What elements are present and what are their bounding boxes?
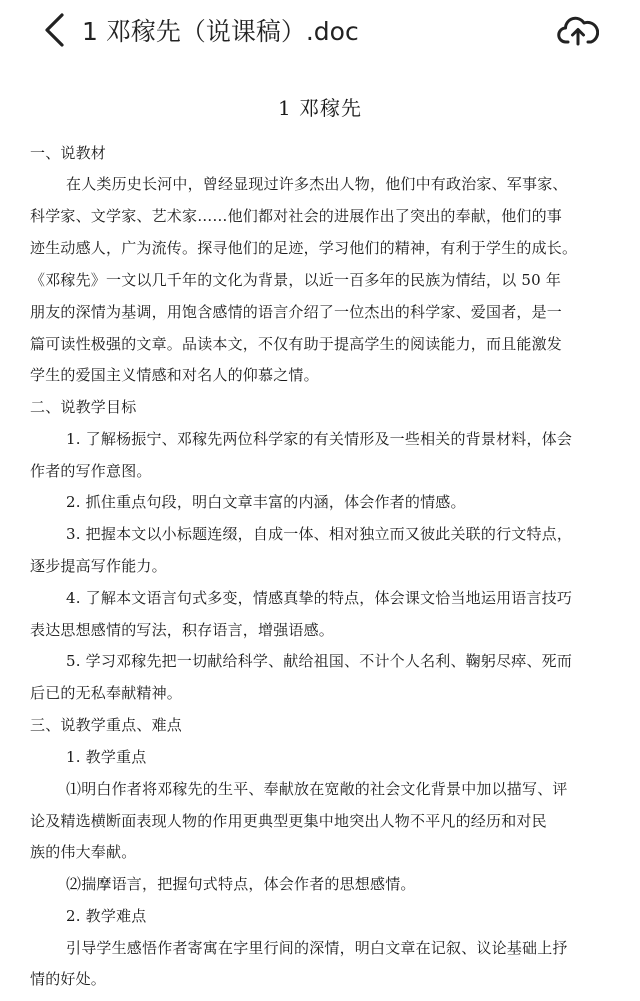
- paragraph-line: 情的好处。: [30, 970, 107, 988]
- list-item-line: 论及精选横断面表现人物的作用更典型更集中地突出人物不平凡的经历和对民: [30, 812, 547, 830]
- paragraph-line: 迹生动感人，广为流传。探寻他们的足迹，学习他们的精神，有利于学生的成长。: [30, 239, 578, 257]
- cloud-upload-icon: [557, 13, 599, 47]
- list-item-line: 2. 抓住重点句段，明白文章丰富的内涵，体会作者的情感。: [66, 493, 466, 511]
- list-item-line: 逐步提高写作能力。: [30, 557, 167, 575]
- paragraph-line: 篇可读性极强的文章。品读本文，不仅有助于提高学生的阅读能力，而且能激发: [30, 335, 563, 353]
- list-item-line: 表达思想感情的写法，积存语言，增强语感。: [30, 621, 335, 639]
- list-item-line: 3. 把握本文以小标题连缀，自成一体、相对独立而又彼此关联的行文特点，: [66, 525, 573, 543]
- subsection-heading: 2. 教学难点: [66, 907, 147, 925]
- section-heading-2: 二、说教学目标: [30, 398, 137, 416]
- top-bar: [0, 0, 640, 60]
- document-heading: 1 邓稼先: [277, 96, 363, 120]
- document-title: 1 邓稼先（说课稿）.doc: [82, 17, 359, 46]
- section-heading-3: 三、说教学重点、难点: [30, 716, 183, 734]
- list-item-line: ⑴明白作者将邓稼先的生平、奉献放在宽敞的社会文化背景中加以描写、评: [66, 780, 568, 798]
- paragraph-line: 朋友的深情为基调，用饱含感情的语言介绍了一位杰出的科学家、爱国者，是一: [30, 303, 563, 321]
- list-item-line: 1. 了解杨振宁、邓稼先两位科学家的有关情形及一些相关的背景材料，体会: [66, 430, 573, 448]
- paragraph-line: 在人类历史长河中，曾经显现过许多杰出人物，他们中有政治家、军事家、: [66, 175, 568, 193]
- list-item-line: 后已的无私奉献精神。: [30, 684, 183, 702]
- list-item-line: 5. 学习邓稼先把一切献给科学、献给祖国、不计个人名利、鞠躬尽瘁、死而: [66, 652, 573, 670]
- list-item-line: 族的伟大奉献。: [30, 843, 137, 861]
- back-button[interactable]: [34, 10, 74, 50]
- cloud-upload-button[interactable]: [556, 10, 600, 50]
- section-heading-1: 一、说教材: [30, 144, 107, 162]
- paragraph-line: 《邓稼先》一文以几千年的文化为背景，以近一百多年的民族为情结，以 50 年: [30, 271, 562, 289]
- paragraph-line: 学生的爱国主义情感和对名人的仰慕之情。: [30, 366, 319, 384]
- list-item-line: 作者的写作意图。: [30, 462, 152, 480]
- list-item-line: 4. 了解本文语言句式多变，情感真挚的特点，体会课文恰当地运用语言技巧: [66, 589, 573, 607]
- paragraph-line: 引导学生感悟作者寄寓在字里行间的深情，明白文章在记叙、议论基础上抒: [66, 939, 568, 957]
- subsection-heading: 1. 教学重点: [66, 748, 147, 766]
- list-item-line: ⑵揣摩语言，把握句式特点，体会作者的思想感情。: [66, 875, 416, 893]
- paragraph-line: 科学家、文学家、艺术家……他们都对社会的进展作出了突出的奉献，他们的事: [30, 207, 563, 225]
- chevron-left-icon: [42, 12, 66, 48]
